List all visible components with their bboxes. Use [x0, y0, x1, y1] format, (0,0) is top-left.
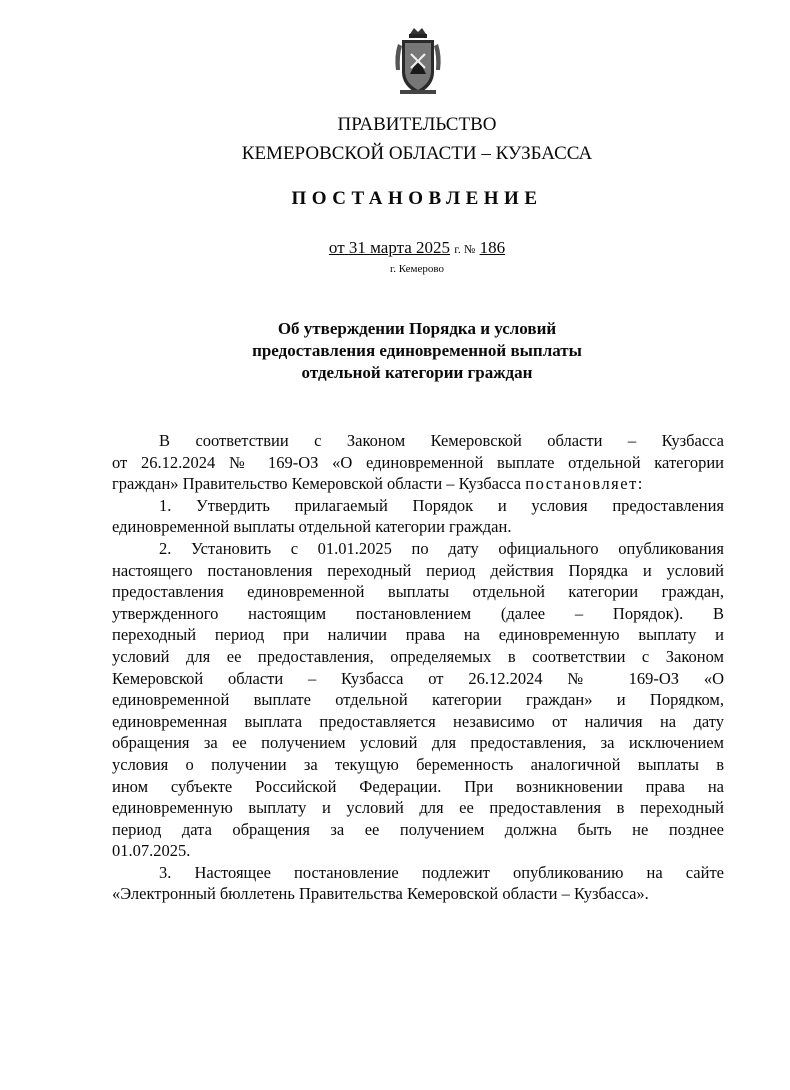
date-line: [0, 238, 790, 258]
body-line: от 26.12.2024 № 169-ОЗ «О единовременной выплате отдельной категории: [112, 452, 724, 472]
title-line-1: Об утверждении Порядка и условий: [277, 319, 557, 338]
body-line: 3. Настоящее постановление подлежит опубликованию на сайте: [159, 862, 724, 882]
body-line: 01.07.2025.: [112, 841, 191, 861]
body-line: условия о получении за текущую беременность аналогичной выплаты в: [112, 754, 724, 774]
org-line-1: ПРАВИТЕЛЬСТВО: [337, 114, 497, 135]
body-line: единовременной выплате отдельной категории граждан» и Порядком,: [112, 690, 724, 710]
doc-number: 186: [479, 238, 506, 257]
title-line-2: предоставления единовременной выплаты: [252, 341, 582, 360]
doc-title: [0, 318, 790, 384]
resolution-word: постановляет:: [525, 474, 644, 494]
body-line: утвержденного настоящим постановлением (далее – Порядок). В: [112, 603, 724, 623]
body-line: Кемеровской области – Кузбасса от 26.12.2024 № 169-ОЗ «О: [112, 668, 724, 688]
doc-date: 31 марта 2025: [348, 238, 451, 257]
body-line: ином субъекте Российской Федерации. При возникновении права на: [112, 776, 724, 796]
year-number-label: г. №: [454, 242, 476, 256]
body-text: граждан» Правительство Кемеровской области – Кузбасса: [112, 474, 522, 494]
body-line: период дата обращения за ее получением должна быть не позднее: [112, 819, 724, 839]
city: г. Кемерово: [389, 263, 445, 275]
body-line: 2. Установить с 01.01.2025 по дату официального опубликования: [159, 538, 724, 558]
body-line: обращения за ее получением условий для предоставления, за исключением: [112, 733, 724, 753]
doc-type-heading: ПОСТАНОВЛЕНИЕ: [291, 188, 543, 209]
body-line: предоставления единовременной выплаты отдельной категории граждан,: [112, 582, 724, 602]
body-line: «Электронный бюллетень Правительства Кемеровской области – Кузбасса».: [112, 884, 649, 904]
body-line: В соответствии с Законом Кемеровской области – Кузбасса: [159, 431, 724, 450]
body-line: условий для ее предоставления, определяемых в соответствии с Законом: [112, 646, 724, 666]
body-line: 1. Утвердить прилагаемый Порядок и условия предоставления: [159, 495, 724, 515]
title-line-3: отдельной категории граждан: [301, 363, 533, 382]
body-line: единовременная выплата предоставляется независимо от наличия на дату: [112, 711, 724, 731]
body-line: настоящего постановления переходный период действия Порядка и условий: [112, 560, 724, 580]
coat-of-arms-icon: [390, 26, 446, 98]
org-line-2: КЕМЕРОВСКОЙ ОБЛАСТИ – КУЗБАССА: [241, 143, 593, 164]
body-line: переходный период при наличии права на единовременную выплату и: [112, 625, 724, 645]
doc-body: [112, 430, 724, 905]
body-line: единовременную выплату и условий для ее предоставления в переходный: [112, 798, 724, 818]
date-prefix: от: [328, 238, 345, 257]
body-line: единовременной выплаты отдельной категории граждан.: [112, 517, 512, 537]
body-line: [112, 473, 724, 495]
